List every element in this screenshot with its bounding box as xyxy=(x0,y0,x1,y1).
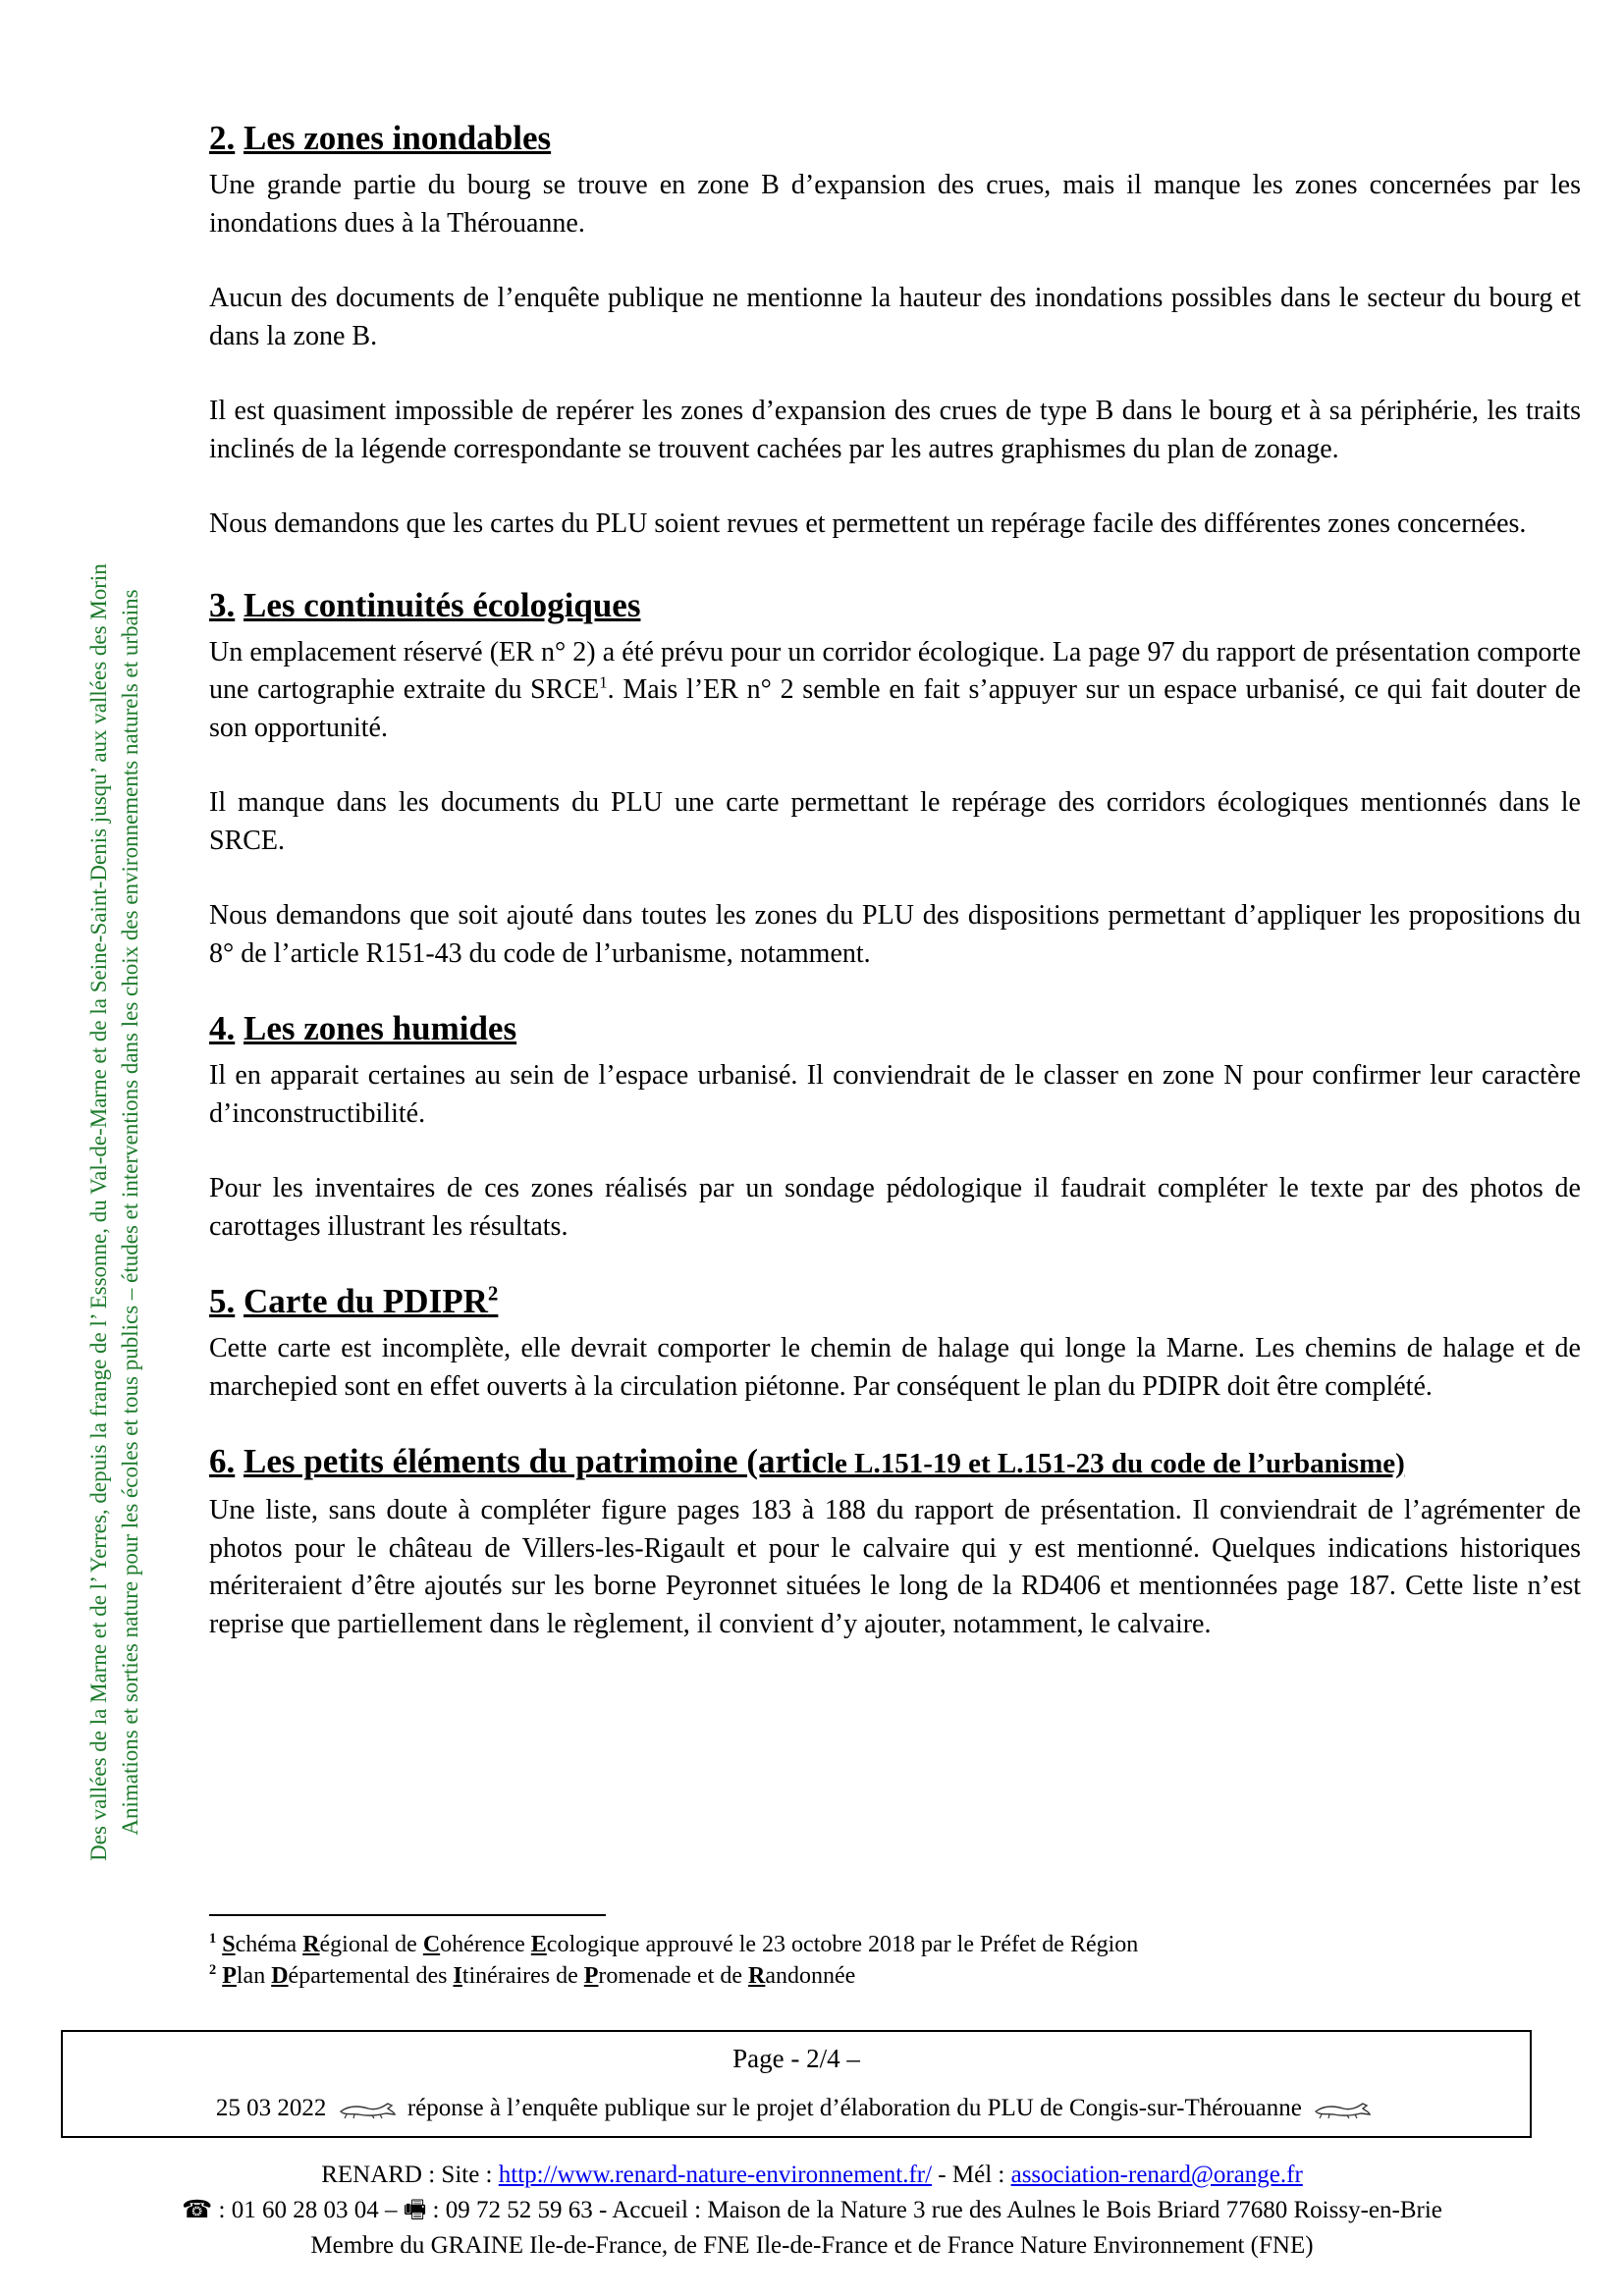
section-title: Les zones humides xyxy=(244,1009,517,1047)
paragraph-text: . Mais l’ER n° 2 semble en fait s’appuyer sur un espace urbanisé, ce qui fait douter de son opportunité. xyxy=(209,674,1581,743)
footer-subject: réponse à l’enquête publique sur le projet d’élaboration du PLU de Congis-sur-Thérouanne xyxy=(406,2095,1302,2121)
footnote-1: $^1$ Schéma Régional de Cohérence Ecologique approuvé le 23 octobre 2018 par le Préfet de Région xyxy=(209,1931,1139,1957)
paragraph: Nous demandons que les cartes du PLU soient revues et permettent un repérage facile des différentes zones concernées. xyxy=(209,508,1527,539)
paragraph: Il est quasiment impossible de repérer les zones d’expansion des crues de type B dans le bourg et à sa périphérie, les traits inclinés de la légende correspondante se trouvent cachées par les autres graphismes du plan de zonage. xyxy=(209,396,1581,464)
paragraph: Pour les inventaires de ces zones réalisés par un sondage pédologique il faudrait compléter le texte par des photos de carottages illustrant les résultats. xyxy=(209,1173,1581,1242)
sidebar-line-1: Des vallées de la Marne et de l’ Yerres, depuis la frange de l’ Essonne, du Val-de-Marne et de la Seine-Saint-Denis jusqu’ aux vallées des Morin xyxy=(86,563,111,1861)
paragraph: Il manque dans les documents du PLU une carte permettant le repérage des corridors écologiques mentionnés dans le SRCE. xyxy=(209,787,1581,856)
section-number: 2. xyxy=(209,119,236,157)
main-content xyxy=(209,116,1581,1681)
section-title: Les zones inondables xyxy=(244,119,552,157)
paragraph: Une liste, sans doute à compléter figure pages 183 à 188 du rapport de présentation. Il conviendrait de l’agrémenter de photos pour le château de Villers-les-Rigault et pour le calvaire qui y est mentionné. Quelques indications historiques mériteraient d’être ajoutés sur les borne Peyronnet situées le long de la RD406 et mentionnées page 187. Cette liste n’est reprise que partiellement dans le règlement, il convient d’y ajouter, notamment, le calvaire. xyxy=(209,1495,1581,1639)
page-number: Page - 2/4 – xyxy=(732,2044,860,2073)
section-number: 6. xyxy=(209,1442,236,1480)
paragraph: Cette carte est incomplète, elle devrait comporter le chemin de halage qui longe la Marne. Les chemins de halage et de marchepied sont en effet ouverts à la circulation piétonne. Par conséquent le plan du PDIPR doit être complété. xyxy=(209,1333,1581,1402)
footnote-2: $^2$ Plan Départemental des Itinéraires de Promenade et de Randonnée xyxy=(209,1962,856,1989)
contact-footer xyxy=(0,2158,1624,2264)
fox-icon xyxy=(339,2100,396,2119)
paragraph-text: Un emplacement réservé (ER n° 2) a été prévu pour un corridor écologique. La page 97 du rapport de présentation comporte une cartographie extraite du SRCE xyxy=(209,636,1581,705)
section-title: Les continuités écologiques xyxy=(244,585,641,624)
contact-line-1: RENARD : Site : http://www.renard-nature-environnement.fr/ - Mél : association-renard@orange.fr xyxy=(321,2162,1303,2188)
sidebar-text-block xyxy=(83,432,146,1993)
paragraph: Une grande partie du bourg se trouve en zone B d’expansion des crues, mais il manque les zones concernées par les inondations dues à la Thérouanne. xyxy=(209,170,1581,239)
footnote-divider xyxy=(209,1914,606,1916)
sidebar-vertical-text xyxy=(71,432,159,1993)
footer-box xyxy=(61,2030,1532,2138)
section-heading-2 xyxy=(209,116,1581,161)
contact-line-2: ☎ : 01 60 28 03 04 – 🖷 : 09 72 52 59 63 - Accueil : Maison de la Nature 3 rue des Aulnes le Bois Briard 77680 Roissy-en-Brie xyxy=(182,2197,1442,2223)
section-number: 4. xyxy=(209,1009,236,1047)
section-number: 5. xyxy=(209,1282,236,1320)
email-link[interactable]: association-renard@orange.fr xyxy=(1010,2162,1303,2188)
paragraph: Aucun des documents de l’enquête publique ne mentionne la hauteur des inondations possibles dans le secteur du bourg et dans la zone B. xyxy=(209,283,1581,351)
footnote-ref: 2 xyxy=(487,1281,499,1306)
section-title: Carte du PDIPR$^2$ xyxy=(244,1281,499,1320)
fox-icon xyxy=(1314,2100,1371,2119)
sidebar-line-2: Animations et sorties nature pour les écoles et tous publics – études et interventions dans les choix des environnements naturels et urbains xyxy=(118,589,142,1836)
section-heading-3 xyxy=(209,583,1581,628)
contact-line-3: Membre du GRAINE Ile-de-France, de FNE Ile-de-France et de France Nature Environnement (FNE) xyxy=(310,2232,1314,2259)
footer-subject-line xyxy=(63,2095,1530,2122)
footer-date: 25 03 2022 xyxy=(215,2095,327,2121)
section-title: Les petits éléments du patrimoine (article L.151-19 et L.151-23 du code de l’urbanisme) xyxy=(244,1442,1405,1480)
section-heading-5 xyxy=(209,1279,1581,1324)
paragraph xyxy=(209,634,1581,748)
footnotes xyxy=(209,1929,1387,1992)
site-link[interactable]: http://www.renard-nature-environnement.fr/ xyxy=(498,2162,933,2188)
section-number: 3. xyxy=(209,585,236,624)
section-heading-6 xyxy=(209,1439,1581,1486)
footnote-ref: 1 xyxy=(599,672,608,692)
section-heading-4 xyxy=(209,1006,1581,1051)
paragraph: Nous demandons que soit ajouté dans toutes les zones du PLU des dispositions permettant d’appliquer les propositions du 8° de l’article R151-43 du code de l’urbanisme, notamment. xyxy=(209,900,1581,969)
paragraph: Il en apparait certaines au sein de l’espace urbanisé. Il conviendrait de le classer en zone N pour confirmer leur caractère d’inconstructibilité. xyxy=(209,1060,1581,1129)
